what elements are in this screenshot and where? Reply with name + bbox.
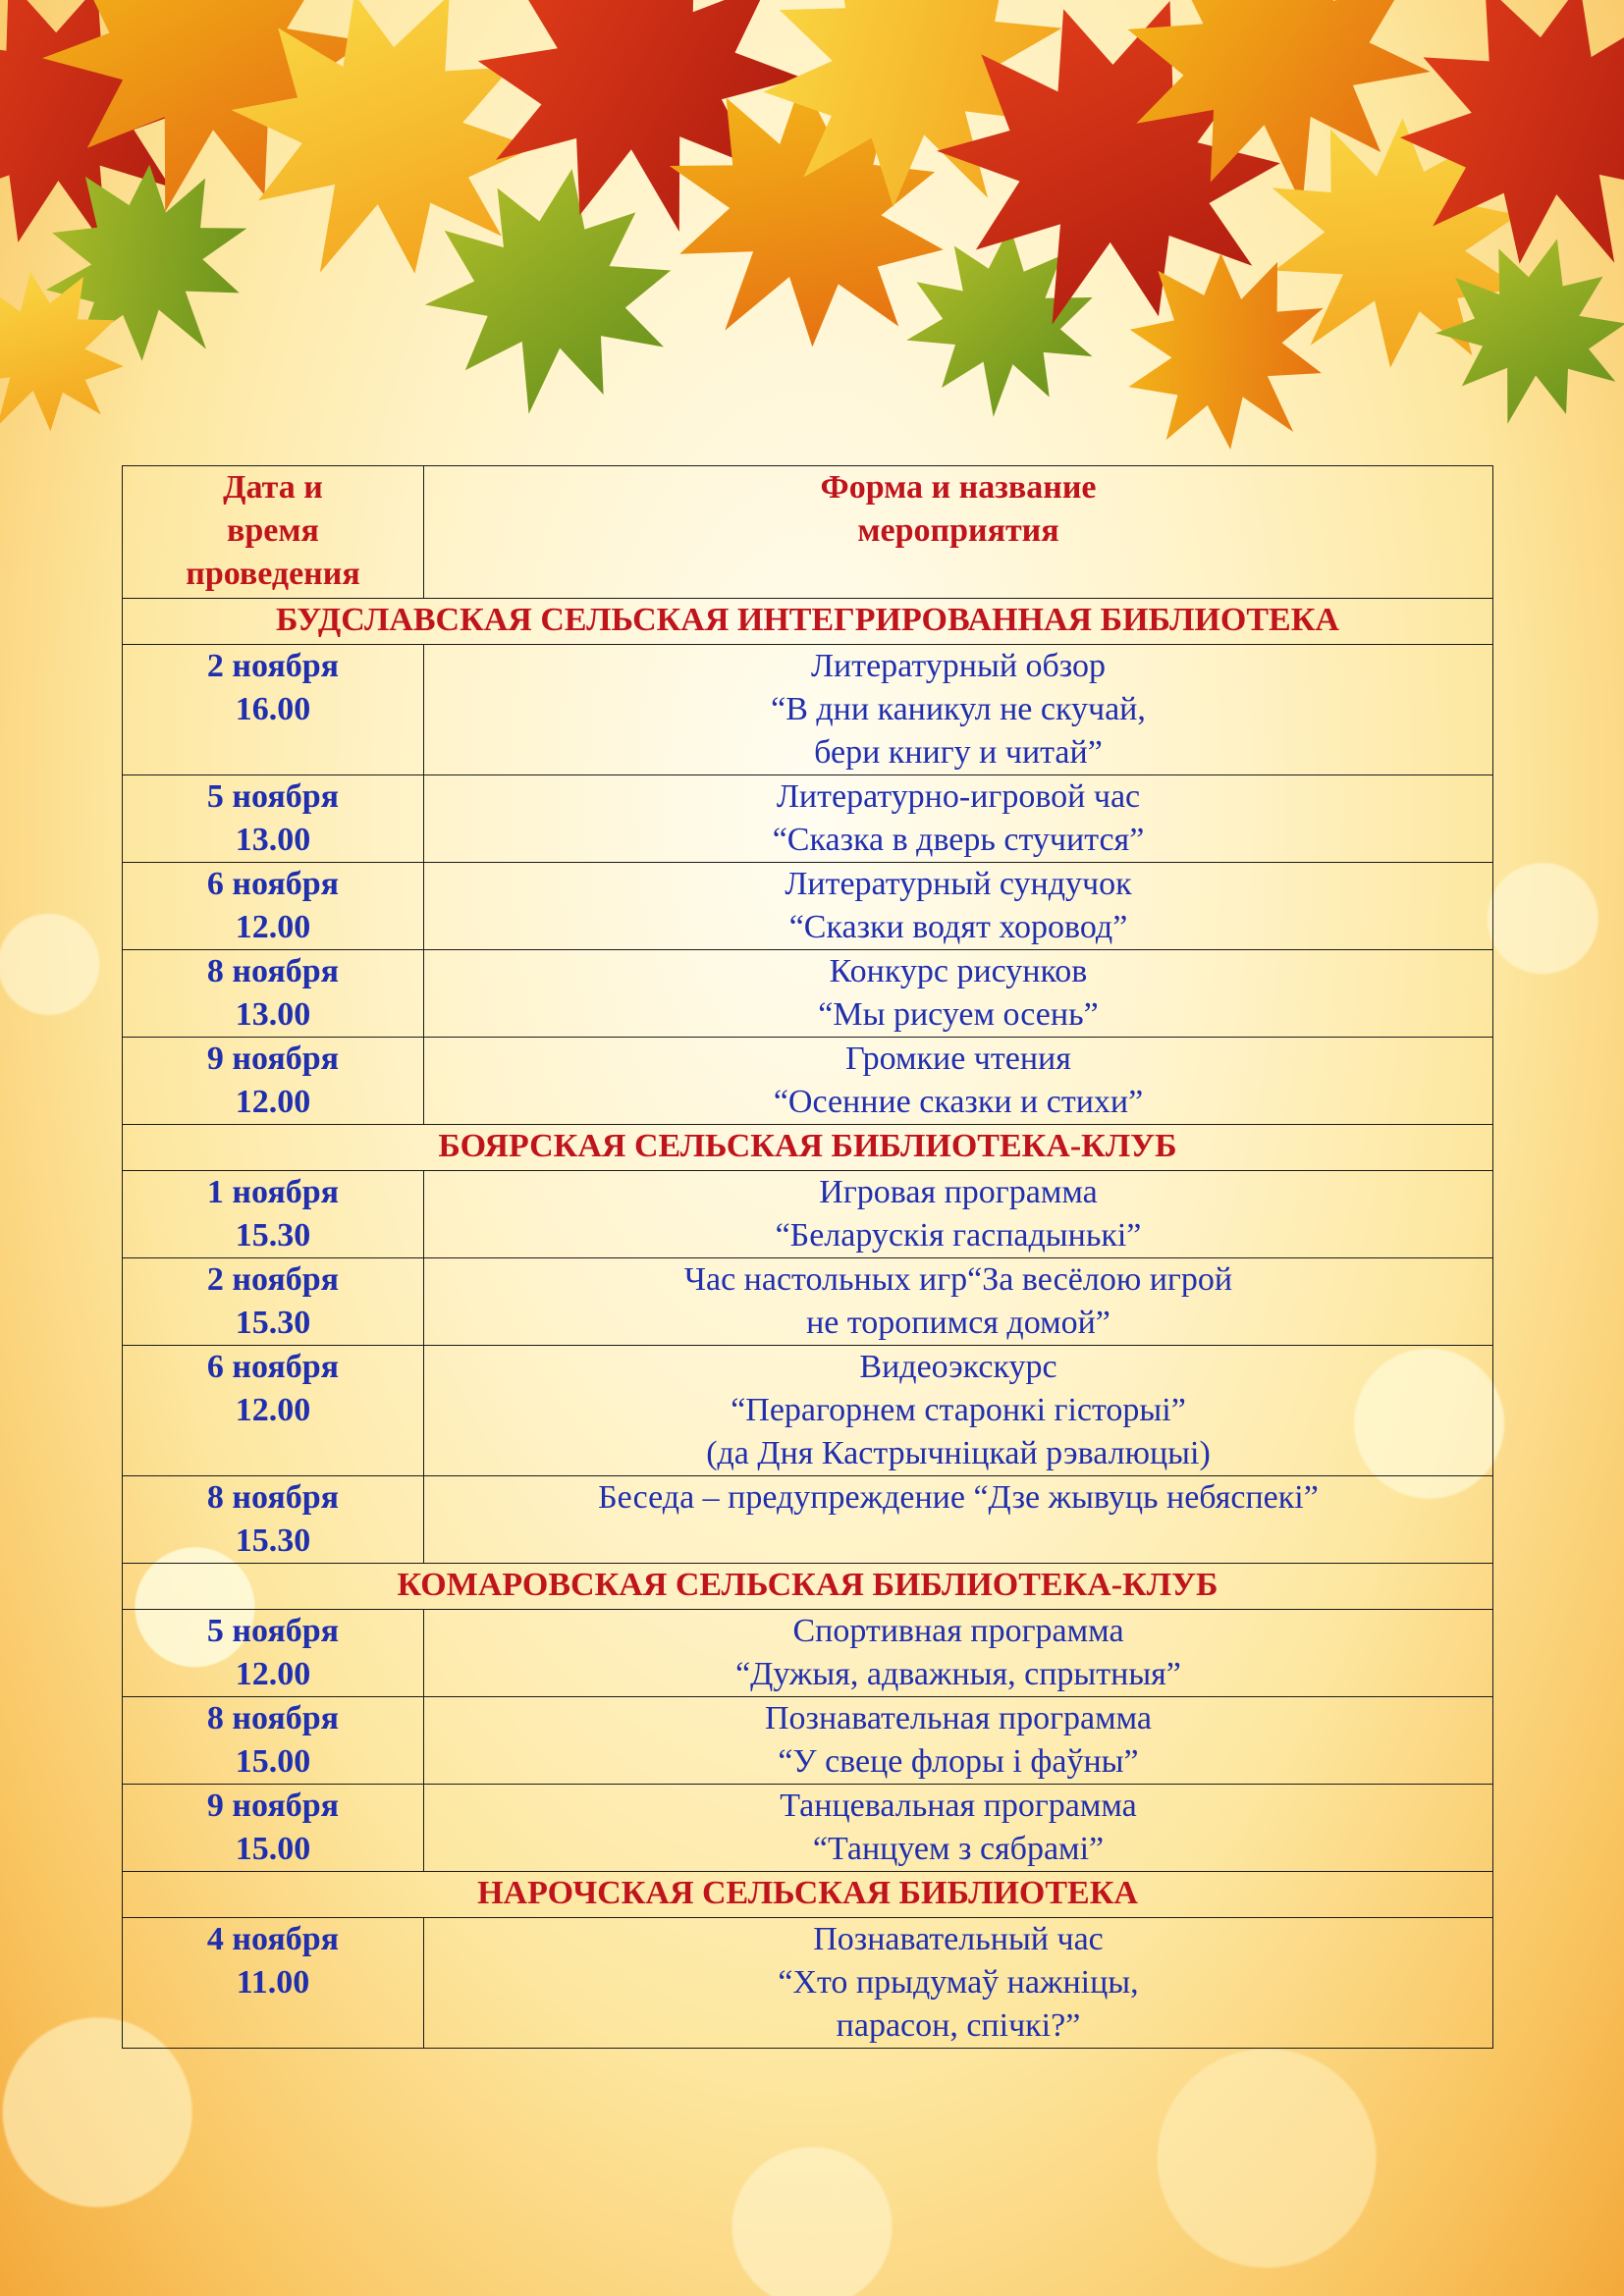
event-time: 12.00 (235, 1656, 311, 1692)
event-line: “Осенние сказки и стихи” (773, 1084, 1144, 1120)
event-description-cell (424, 1346, 1493, 1476)
event-date: 9 ноября (206, 1041, 340, 1077)
event-line: Литературный обзор (810, 648, 1107, 684)
event-date-cell (123, 645, 424, 775)
event-date: 5 ноября (206, 778, 340, 815)
event-description-cell (424, 1038, 1493, 1125)
event-line: “Хто прыдумаў нажніцы, (778, 1964, 1139, 2001)
event-line: “Беларускія гаспадынькі” (775, 1217, 1142, 1254)
header-event-line: мероприятия (857, 512, 1059, 549)
event-date-cell (123, 1610, 424, 1697)
table-header-row (123, 466, 1493, 599)
event-row (123, 1785, 1493, 1872)
event-line: Спортивная программа (792, 1613, 1124, 1649)
event-line: Познавательная программа (764, 1700, 1153, 1736)
event-line: бери книгу и читай” (814, 734, 1103, 771)
event-row (123, 1258, 1493, 1346)
header-event-line: Форма и название (820, 469, 1097, 506)
section-header-row (123, 599, 1493, 645)
event-date: 2 ноября (206, 1261, 340, 1298)
event-time: 12.00 (235, 909, 311, 945)
event-date: 5 ноября (206, 1613, 340, 1649)
event-line: “В дни каникул не скучай, (771, 691, 1146, 727)
event-line: “Танцуем з сябрамі” (812, 1831, 1105, 1867)
event-time: 15.30 (235, 1522, 311, 1559)
event-description-cell (424, 775, 1493, 863)
autumn-leaves-decoration (0, 0, 1624, 471)
event-line: Час настольных игр“За весёлою игрой (683, 1261, 1233, 1298)
event-description-cell (424, 1476, 1493, 1564)
event-date: 1 ноября (206, 1174, 340, 1210)
section-title: БУДСЛАВСКАЯ СЕЛЬСКАЯ ИНТЕГРИРОВАННАЯ БИБЛИОТЕКА (123, 599, 1493, 645)
event-line: Беседа – предупреждение “Дзе жывуць небяспекі” (598, 1479, 1319, 1516)
event-date-cell (123, 1785, 424, 1872)
event-row (123, 775, 1493, 863)
event-row (123, 863, 1493, 950)
event-time: 16.00 (235, 691, 311, 727)
event-time: 15.00 (235, 1831, 311, 1867)
event-date-cell (123, 1697, 424, 1785)
event-description-cell (424, 1785, 1493, 1872)
event-line: Конкурс рисунков (829, 953, 1088, 989)
event-description-cell (424, 1918, 1493, 2049)
header-date-line: Дата и (223, 469, 323, 506)
event-time: 12.00 (235, 1392, 311, 1428)
header-date-line: время (227, 512, 319, 549)
event-date-cell (123, 950, 424, 1038)
event-date-cell (123, 1346, 424, 1476)
section-title: НАРОЧСКАЯ СЕЛЬСКАЯ БИБЛИОТЕКА (123, 1872, 1493, 1918)
header-date-cell (123, 466, 424, 599)
event-line: Литературный сундучок (785, 866, 1132, 902)
event-date: 8 ноября (206, 953, 340, 989)
event-line: Видеоэкскурс (859, 1349, 1057, 1385)
event-description-cell (424, 1258, 1493, 1346)
event-time: 15.30 (235, 1217, 311, 1254)
event-line: “У свеце флоры і фаўны” (778, 1743, 1139, 1780)
event-line: Танцевальная программа (780, 1788, 1137, 1824)
event-row (123, 1918, 1493, 2049)
event-description-cell (424, 645, 1493, 775)
section-header-row (123, 1125, 1493, 1171)
event-date-cell (123, 1918, 424, 2049)
event-line: “Сказка в дверь стучится” (772, 822, 1145, 858)
header-date-line: проведения (186, 556, 360, 592)
event-row (123, 1697, 1493, 1785)
event-row (123, 1038, 1493, 1125)
event-time: 15.30 (235, 1305, 311, 1341)
event-row (123, 1171, 1493, 1258)
event-line: Громкие чтения (845, 1041, 1071, 1077)
event-date: 6 ноября (206, 866, 340, 902)
event-description-cell (424, 863, 1493, 950)
event-description-cell (424, 950, 1493, 1038)
event-line: парасон, спічкі?” (836, 2007, 1081, 2044)
event-line: (да Дня Кастрычніцкай рэвалюцыі) (706, 1435, 1211, 1471)
event-date-cell (123, 1171, 424, 1258)
event-date: 6 ноября (206, 1349, 340, 1385)
event-line: “Дужыя, адважныя, спрытныя” (735, 1656, 1181, 1692)
event-time: 12.00 (235, 1084, 311, 1120)
event-row (123, 1346, 1493, 1476)
event-row (123, 950, 1493, 1038)
event-description-cell (424, 1697, 1493, 1785)
event-date: 8 ноября (206, 1700, 340, 1736)
event-date: 2 ноября (206, 648, 340, 684)
event-line: Литературно-игровой час (776, 778, 1141, 815)
event-date-cell (123, 1038, 424, 1125)
event-line: “Перагорнем старонкі гісторыі” (731, 1392, 1186, 1428)
event-date: 4 ноября (206, 1921, 340, 1957)
event-row (123, 1476, 1493, 1564)
event-date: 9 ноября (206, 1788, 340, 1824)
event-row (123, 645, 1493, 775)
event-line: Игровая программа (819, 1174, 1098, 1210)
event-time: 11.00 (236, 1964, 310, 2001)
event-time: 15.00 (235, 1743, 311, 1780)
section-title: БОЯРСКАЯ СЕЛЬСКАЯ БИБЛИОТЕКА-КЛУБ (123, 1125, 1493, 1171)
event-description-cell (424, 1610, 1493, 1697)
event-line: “Мы рисуем осень” (818, 996, 1099, 1033)
event-line: “Сказки водят хоровод” (788, 909, 1128, 945)
event-line: Познавательный час (813, 1921, 1104, 1957)
event-time: 13.00 (235, 822, 311, 858)
section-title: КОМАРОВСКАЯ СЕЛЬСКАЯ БИБЛИОТЕКА-КЛУБ (123, 1564, 1493, 1610)
events-table (122, 465, 1493, 2049)
event-line: не торопимся домой” (806, 1305, 1110, 1341)
event-time: 13.00 (235, 996, 311, 1033)
section-header-row (123, 1872, 1493, 1918)
event-description-cell (424, 1171, 1493, 1258)
event-date-cell (123, 863, 424, 950)
event-date: 8 ноября (206, 1479, 340, 1516)
section-header-row (123, 1564, 1493, 1610)
event-date-cell (123, 775, 424, 863)
header-event-cell (424, 466, 1493, 599)
event-date-cell (123, 1258, 424, 1346)
event-row (123, 1610, 1493, 1697)
event-date-cell (123, 1476, 424, 1564)
